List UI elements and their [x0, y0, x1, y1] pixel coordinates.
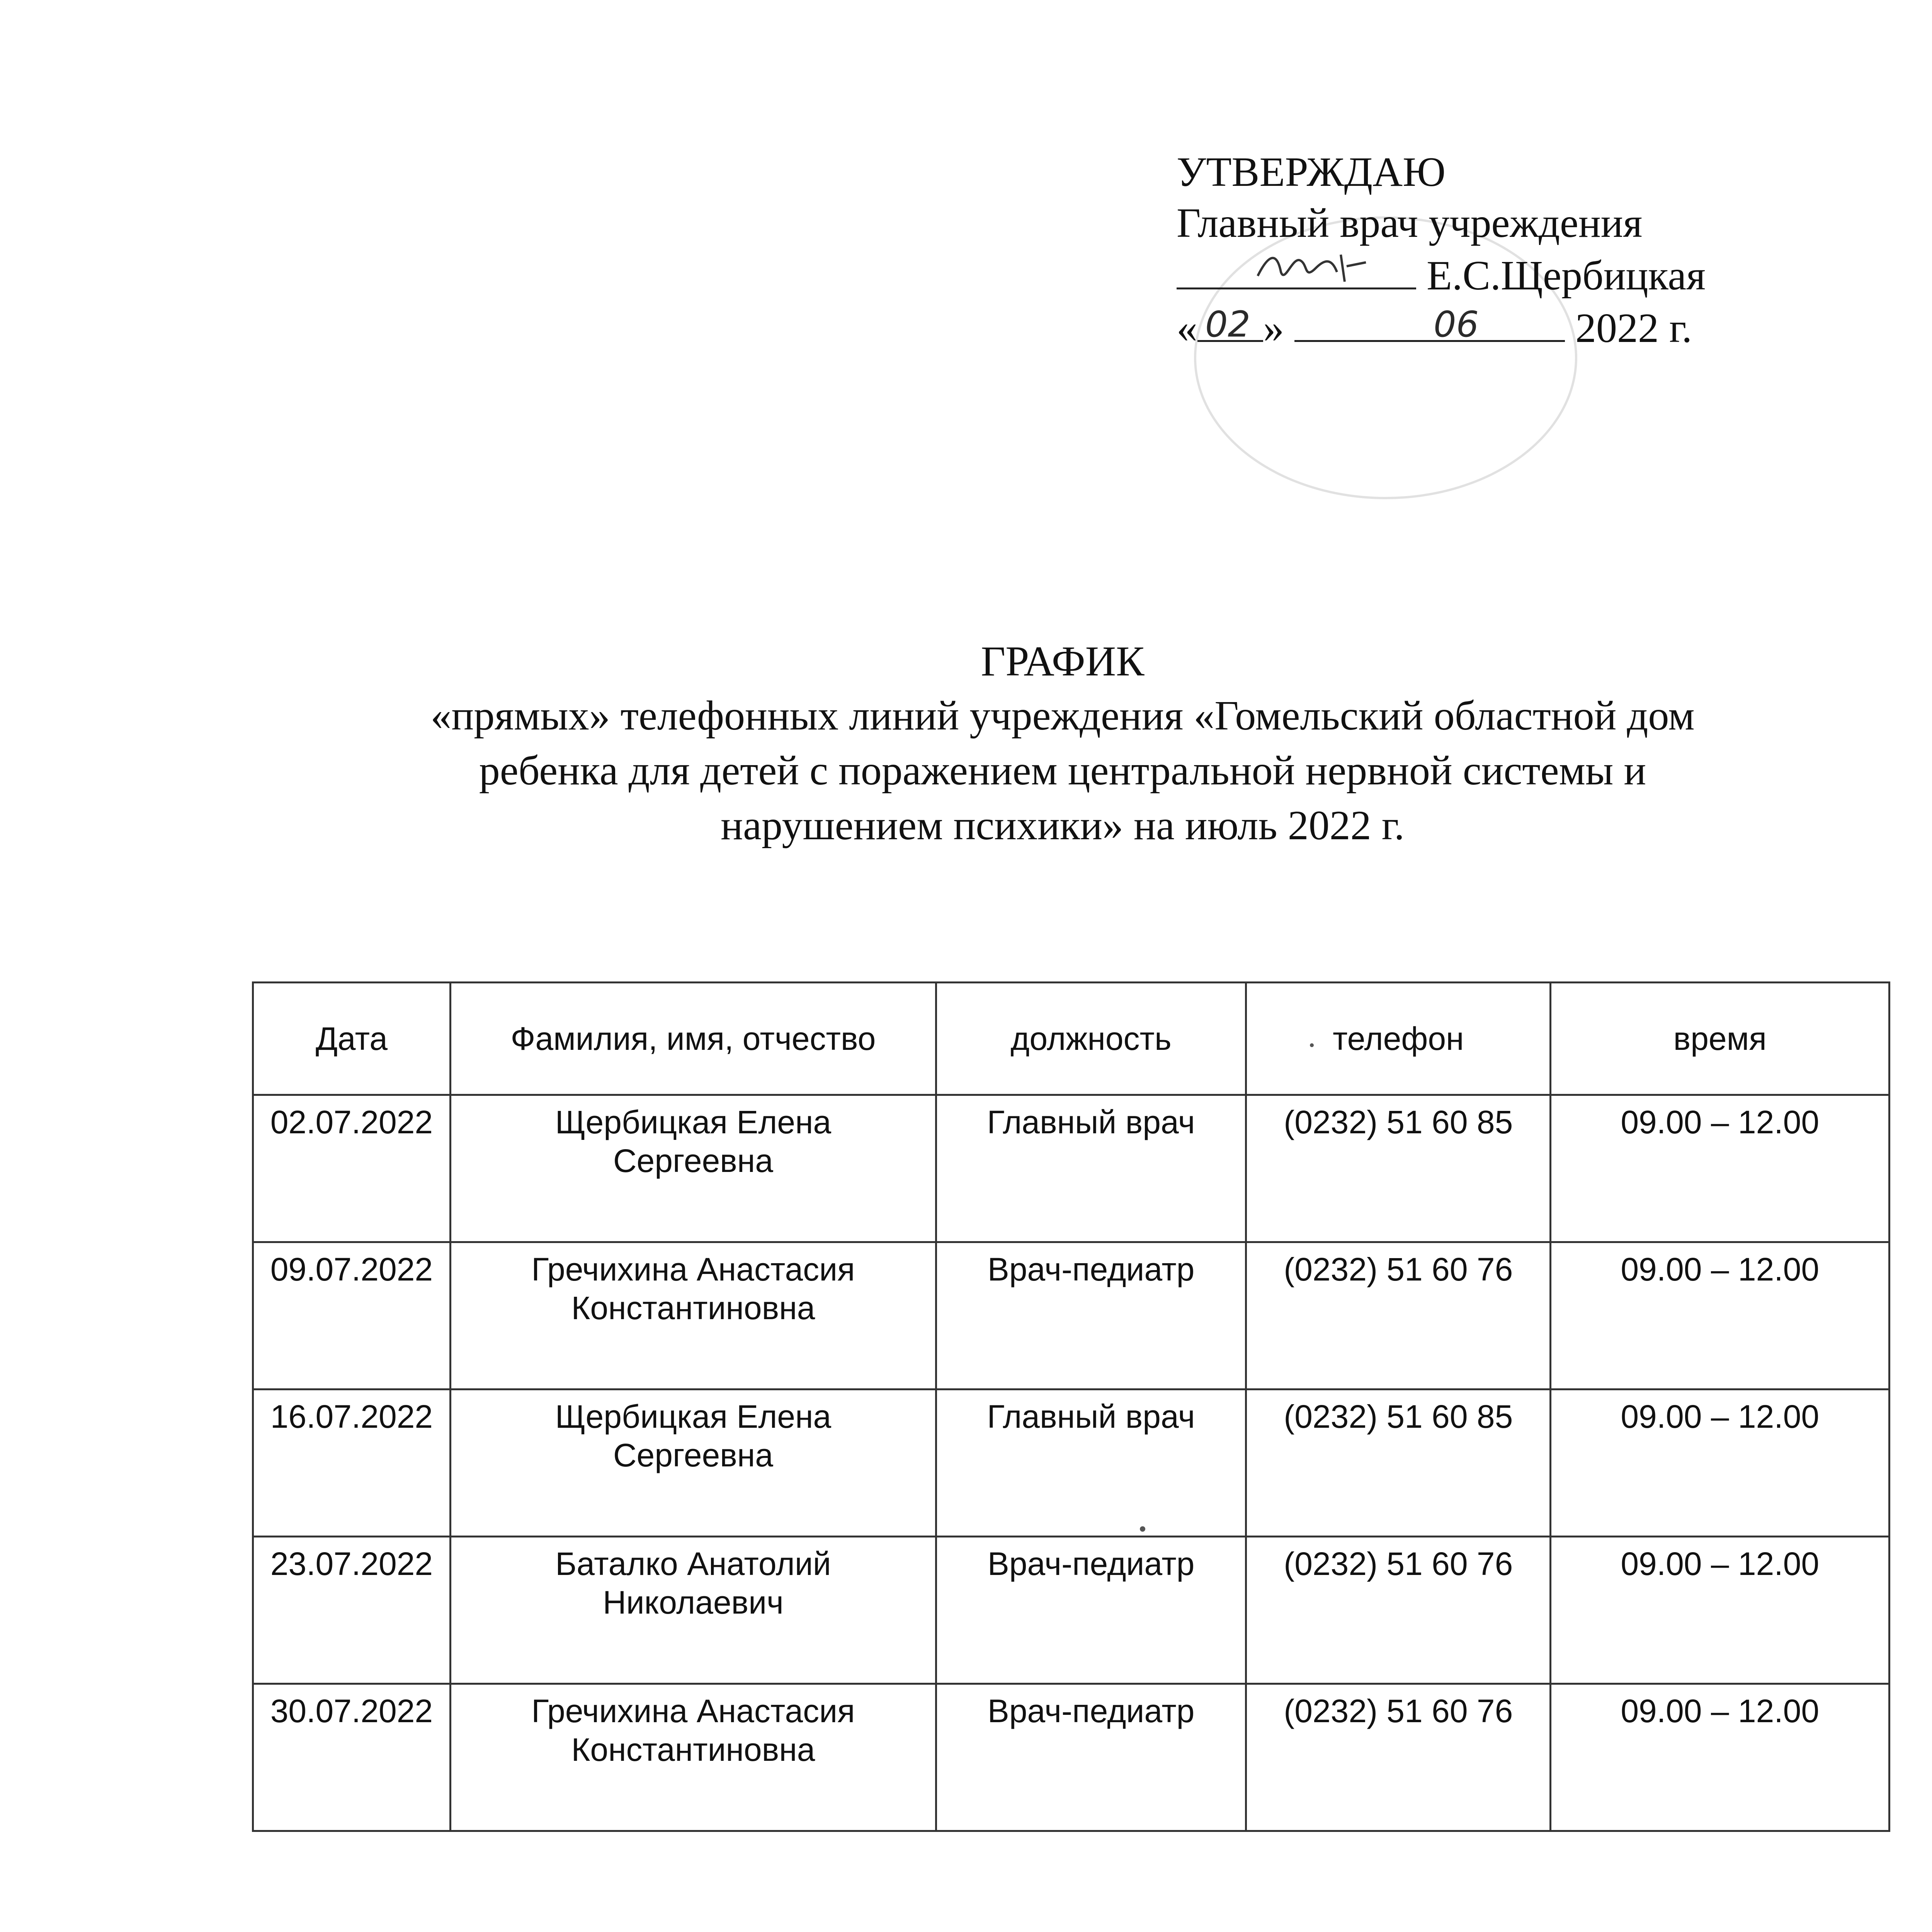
cell-phone: (0232) 51 60 85: [1246, 1095, 1551, 1242]
header-time: время: [1551, 983, 1889, 1095]
cell-phone: (0232) 51 60 76: [1246, 1242, 1551, 1389]
date-open-quote: «: [1177, 305, 1197, 351]
approval-signature-line: [1177, 249, 1872, 301]
cell-time: 09.00 – 12.00: [1551, 1684, 1889, 1831]
cell-name-line-2: Сергеевна: [613, 1437, 773, 1473]
cell-position: Главный врач: [936, 1389, 1246, 1537]
date-close-quote: »: [1263, 305, 1284, 351]
cell-date: 23.07.2022: [253, 1537, 451, 1684]
approval-heading: УТВЕРЖДАЮ: [1177, 149, 1446, 195]
cell-date: 30.07.2022: [253, 1684, 451, 1831]
cell-phone: (0232) 51 60 85: [1246, 1389, 1551, 1537]
cell-time: 09.00 – 12.00: [1551, 1389, 1889, 1537]
cell-phone: (0232) 51 60 76: [1246, 1684, 1551, 1831]
cell-time: 09.00 – 12.00: [1551, 1095, 1889, 1242]
document-title: [270, 634, 1855, 853]
cell-phone: (0232) 51 60 76: [1246, 1537, 1551, 1684]
header-date: Дата: [253, 983, 451, 1095]
table-row: [253, 1389, 1889, 1537]
title-line-2: «прямых» телефонных линий учреждения «Гомельский областной дом: [430, 693, 1695, 739]
table-row: [253, 1095, 1889, 1242]
cell-name-line-2: Константиновна: [571, 1290, 815, 1326]
cell-date: 16.07.2022: [253, 1389, 451, 1537]
cell-name-line-1: Баталко Анатолий: [555, 1546, 831, 1582]
signature-blank: [1177, 249, 1416, 289]
cell-time: 09.00 – 12.00: [1551, 1537, 1889, 1684]
cell-name: [450, 1389, 936, 1537]
table-row: [253, 1684, 1889, 1831]
schedule-table: [252, 981, 1890, 1832]
cell-name: [450, 1684, 936, 1831]
table-header-row: [253, 983, 1889, 1095]
cell-name-line-2: Николаевич: [602, 1584, 784, 1621]
cell-name-line-1: Гречихина Анастасия: [531, 1251, 855, 1287]
scan-speck: [1310, 1043, 1314, 1047]
cell-name-line-2: Константиновна: [571, 1731, 815, 1768]
cell-name: [450, 1537, 936, 1684]
header-position: должность: [936, 983, 1246, 1095]
month-handwritten: 06: [1434, 304, 1479, 345]
cell-position: Главный врач: [936, 1095, 1246, 1242]
title-line-1: ГРАФИК: [981, 638, 1145, 685]
cell-position: Врач-педиатр: [936, 1242, 1246, 1389]
approval-date-line: [1177, 301, 1872, 354]
header-phone: телефон: [1246, 983, 1551, 1095]
handwritten-signature: [1254, 245, 1370, 287]
cell-date: 02.07.2022: [253, 1095, 451, 1242]
cell-name-line-2: Сергеевна: [613, 1143, 773, 1179]
month-blank: [1294, 301, 1565, 345]
cell-name: [450, 1242, 936, 1389]
cell-position: Врач-педиатр: [936, 1684, 1246, 1831]
day-blank: [1197, 301, 1263, 345]
table-row: [253, 1242, 1889, 1389]
cell-name-line-1: Гречихина Анастасия: [531, 1693, 855, 1729]
header-name: Фамилия, имя, отчество: [450, 983, 936, 1095]
approval-signatory: Е.С.Щербицкая: [1427, 253, 1706, 299]
title-line-4: нарушением психики» на июль 2022 г.: [721, 803, 1405, 849]
day-handwritten: 02: [1205, 304, 1251, 345]
table-row: [253, 1537, 1889, 1684]
cell-name-line-1: Щербицкая Елена: [555, 1398, 832, 1435]
cell-name-line-1: Щербицкая Елена: [555, 1104, 832, 1140]
approval-year: 2022 г.: [1575, 305, 1692, 351]
cell-name: [450, 1095, 936, 1242]
approval-block: [1177, 147, 1872, 354]
approval-position: Главный врач учреждения: [1177, 200, 1643, 246]
cell-date: 09.07.2022: [253, 1242, 451, 1389]
title-line-3: ребенка для детей с поражением центральной нервной системы и: [479, 748, 1646, 794]
cell-position: Врач-педиатр: [936, 1537, 1246, 1684]
cell-time: 09.00 – 12.00: [1551, 1242, 1889, 1389]
scan-speck: [1140, 1526, 1145, 1532]
